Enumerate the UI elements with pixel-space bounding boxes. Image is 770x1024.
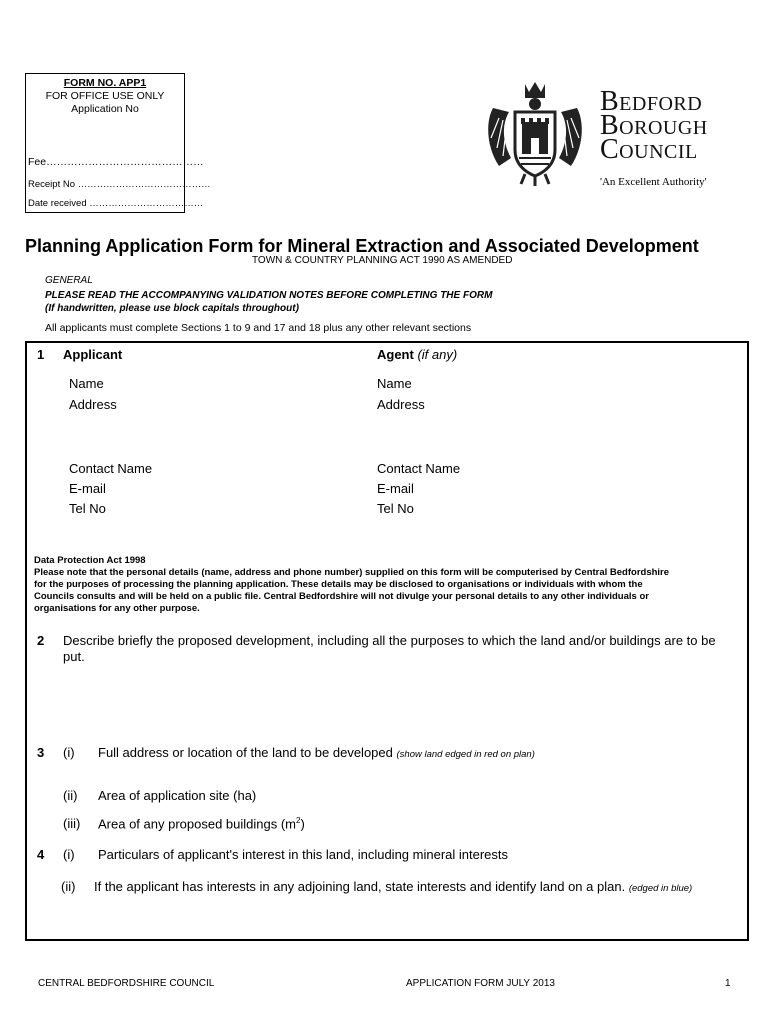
office-use-label: FOR OFFICE USE ONLY bbox=[45, 90, 165, 102]
section3-ii-label: (ii) bbox=[63, 788, 78, 803]
council-word-council: Council bbox=[600, 134, 698, 165]
data-protection-heading: Data Protection Act 1998 bbox=[34, 555, 146, 566]
data-protection-line: for the purposes of processing the planning application. These details may be disclosed to organisations or individuals with whom the bbox=[34, 579, 643, 590]
applicant-heading: Applicant bbox=[63, 347, 123, 362]
fee-field[interactable]: Fee……………………………………… bbox=[28, 156, 204, 168]
section4-ii-question bbox=[94, 879, 692, 894]
page-title: Planning Application Form for Mineral Extraction and Associated Development bbox=[25, 236, 699, 256]
agent-address-field[interactable]: Address bbox=[377, 397, 425, 412]
agent-note: (if any) bbox=[417, 347, 458, 362]
applicant-address-field[interactable]: Address bbox=[69, 397, 117, 412]
sections-mandate: All applicants must complete Sections 1 to 9 and 17 and 18 plus any other relevant sections bbox=[45, 322, 472, 334]
agent-heading-wrap bbox=[377, 347, 457, 362]
council-tagline: 'An Excellent Authority' bbox=[600, 176, 707, 188]
council-word-borough: Borough bbox=[600, 110, 708, 141]
section2-question-line2: put. bbox=[63, 649, 85, 664]
section4-i-text: Particulars of applicant's interest in this land, including mineral interests bbox=[98, 847, 509, 862]
section4-number: 4 bbox=[37, 847, 45, 862]
agent-tel-field[interactable]: Tel No bbox=[377, 501, 414, 516]
footer-form-date: APPLICATION FORM JULY 2013 bbox=[406, 978, 555, 989]
footer-council-name: CENTRAL BEDFORDSHIRE COUNCIL bbox=[38, 978, 215, 989]
applicant-tel-field[interactable]: Tel No bbox=[69, 501, 106, 516]
section3-iii-label: (iii) bbox=[63, 816, 81, 831]
section3-number: 3 bbox=[37, 745, 45, 760]
council-word-bedford: Bedford bbox=[600, 86, 703, 117]
section3-i-label: (i) bbox=[63, 745, 75, 760]
section3-iii-text: Area of any proposed buildings (m bbox=[98, 816, 297, 832]
agent-name-field[interactable]: Name bbox=[377, 376, 412, 391]
validation-notice: PLEASE READ THE ACCOMPANYING VALIDATION NOTES BEFORE COMPLETING THE FORM bbox=[45, 290, 493, 301]
handwriting-notice: (If handwritten, please use block capitals throughout) bbox=[45, 303, 299, 314]
data-protection-notice bbox=[34, 555, 734, 615]
section1-number: 1 bbox=[37, 347, 45, 362]
section3-iii-question bbox=[98, 816, 305, 831]
council-name-line3 bbox=[600, 134, 698, 166]
receipt-no-field[interactable]: Receipt No …………………………………… bbox=[28, 179, 211, 190]
agent-contact-name-field[interactable]: Contact Name bbox=[377, 461, 461, 476]
section3-ii-text: Area of application site (ha) bbox=[98, 788, 257, 803]
page-subtitle: TOWN & COUNTRY PLANNING ACT 1990 AS AMENDED bbox=[252, 255, 513, 266]
section3-i-text: Full address or location of the land to be developed bbox=[98, 745, 393, 760]
general-heading: GENERAL bbox=[45, 275, 93, 286]
data-protection-line: Please note that the personal details (name, address and phone number) supplied on this form will be computerised by Central Bedfordshire bbox=[34, 567, 670, 578]
section3-i-question bbox=[98, 745, 535, 760]
section3-i-note: (show land edged in red on plan) bbox=[396, 749, 535, 760]
agent-email-field[interactable]: E-mail bbox=[377, 481, 414, 496]
section3-iii-close: ) bbox=[300, 816, 305, 832]
section4-i-label: (i) bbox=[63, 847, 75, 862]
section3-iii-superscript: 2 bbox=[296, 816, 301, 825]
data-protection-line: organisations for any other purpose. bbox=[34, 603, 200, 614]
date-received-field[interactable]: Date received ……………………………… bbox=[28, 198, 204, 209]
data-protection-line: Councils consults and will be held on a public file. Central Bedfordshire will not divulge your personal details to any other individuals or bbox=[34, 591, 649, 602]
form-number: FORM NO. APP1 bbox=[63, 77, 147, 89]
section4-ii-note: (edged in blue) bbox=[628, 883, 693, 894]
applicant-name-field[interactable]: Name bbox=[69, 376, 104, 391]
applicant-contact-name-field[interactable]: Contact Name bbox=[69, 461, 153, 476]
agent-heading: Agent bbox=[377, 347, 414, 362]
section4-ii-label: (ii) bbox=[61, 879, 76, 894]
application-no-label: Application No bbox=[71, 103, 139, 115]
office-use-box bbox=[25, 73, 211, 213]
section4-ii-text: If the applicant has interests in any adjoining land, state interests and identify land on a plan. bbox=[94, 879, 626, 894]
section2-number: 2 bbox=[37, 633, 45, 648]
applicant-email-field[interactable]: E-mail bbox=[69, 481, 106, 496]
council-crest-icon bbox=[485, 78, 585, 188]
section2-question-line1: Describe briefly the proposed development, including all the purposes to which the land and/or buildings are to be bbox=[63, 633, 716, 648]
page-number: 1 bbox=[725, 978, 731, 989]
